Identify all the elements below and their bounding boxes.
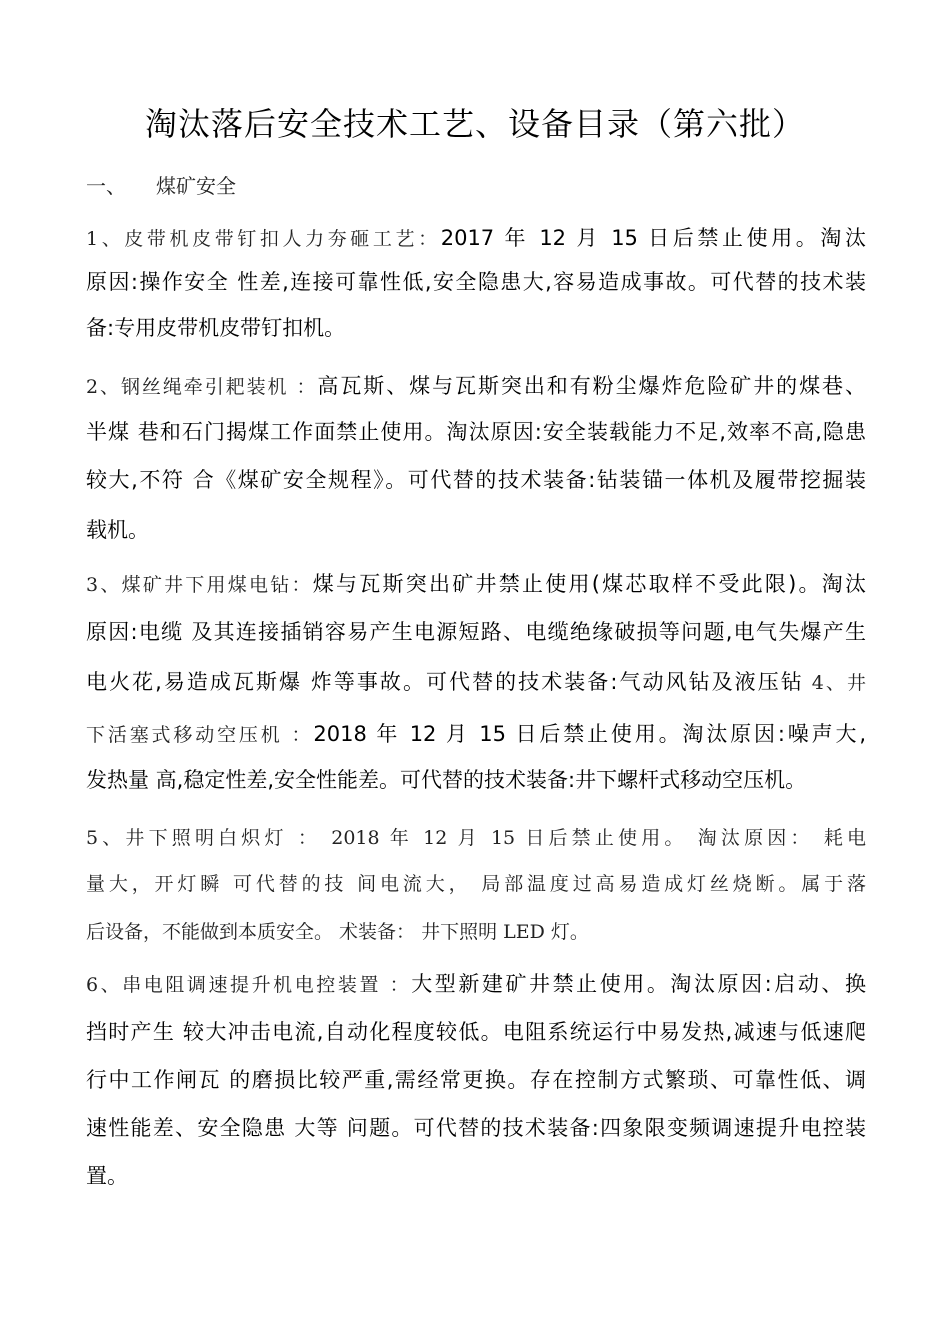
item-number: 6 [86, 974, 99, 996]
section-heading [86, 172, 236, 200]
item-label: 、钢丝绳牵引耙装机 ： [98, 376, 318, 398]
item-text: 电火花,易造成瓦斯爆 炸等事故。可代替的技术装备:气动风钻及液压钻 [86, 670, 804, 694]
item-number: 2 [86, 376, 99, 398]
item-text: 2017 年 12 月 15 日后禁止使用。淘汰 [440, 226, 866, 250]
item-5-line-2: 量大，开灯瞬 可代替的技 间电流大， 局部温度过高易造成灯丝烧断。属于落 [86, 873, 866, 895]
item-2-line-1 [86, 366, 866, 406]
item-label: 下活塞式移动空压机 ： [86, 724, 314, 746]
item-6-line-1 [86, 964, 866, 1004]
item-6-line-3: 行中工作闸瓦 的磨损比较严重,需经常更换。存在控制方式繁琐、可靠性低、调 [86, 1068, 866, 1092]
item-4-line-1 [86, 714, 866, 754]
item-1-line-1 [86, 218, 866, 258]
item-2-line-2: 半煤 巷和石门揭煤工作面禁止使用。淘汰原因:安全装载能力不足,效率不高,隐患 [86, 420, 866, 444]
item-1-line-2: 原因:操作安全 性差,连接可靠性低,安全隐患大,容易造成事故。可代替的技术装 [86, 270, 866, 294]
section-number: 一、 [86, 174, 126, 198]
item-2-line-4: 载机。 [86, 518, 149, 542]
item-4-line-2: 发热量 高,稳定性差,安全性能差。可代替的技术装备:井下螺杆式移动空压机。 [86, 768, 807, 792]
item-number: 4 [811, 672, 824, 694]
item-label: 、皮带机皮带钉扣人力夯砸工艺： [98, 228, 441, 250]
item-label: 、串电阻调速提升机电控装置 ： [98, 974, 412, 996]
item-text: 2018 年 12 月 15 日后禁止使用。淘汰原因:噪声大, [313, 722, 866, 746]
item-3-line-1 [86, 564, 866, 604]
item-3-line-2: 原因:电缆 及其连接插销容易产生电源短路、电缆绝缘破损等问题,电气失爆产生 [86, 620, 866, 644]
item-text: 大型新建矿井禁止使用。淘汰原因:启动、换 [411, 972, 866, 996]
item-number: 3 [86, 574, 99, 596]
item-5-line-3: 后设备，不能做到本质安全。 术装备： 井下照明 LED 灯。 [86, 921, 589, 943]
item-6-line-2: 挡时产生 较大冲击电流,自动化程度较低。电阻系统运行中易发热,减速与低速爬 [86, 1020, 866, 1044]
item-text: 高瓦斯、煤与瓦斯突出和有粉尘爆炸危险矿井的煤巷、 [317, 374, 866, 398]
item-2-line-3: 较大,不符 合《煤矿安全规程》。可代替的技术装备:钻装锚一体机及履带挖掘装 [86, 468, 866, 492]
section-name: 煤矿安全 [156, 174, 236, 198]
item-1-line-3: 备:专用皮带机皮带钉扣机。 [86, 316, 346, 340]
item-3-line-3 [86, 662, 866, 702]
item-6-line-4: 速性能差、安全隐患 大等 问题。可代替的技术装备:四象限变频调速提升电控装 [86, 1116, 866, 1140]
item-text: 煤与瓦斯突出矿井禁止使用(煤芯取样不受此限)。淘汰 [312, 572, 866, 596]
item-5-line-1 [86, 818, 866, 858]
item-text: 、井下照明白炽灯 ： 2018 年 12 月 15 日后禁止使用。 淘汰原因： 耗电 [98, 827, 866, 849]
item-number: 1 [86, 228, 99, 250]
item-number: 5 [86, 827, 99, 849]
item-6-line-5: 置。 [86, 1164, 128, 1188]
document-title: 淘汰落后安全技术工艺、设备目录（第六批） [144, 105, 805, 143]
item-label: 、煤矿井下用煤电钻： [98, 574, 313, 596]
item-label: 、井 [823, 672, 866, 694]
